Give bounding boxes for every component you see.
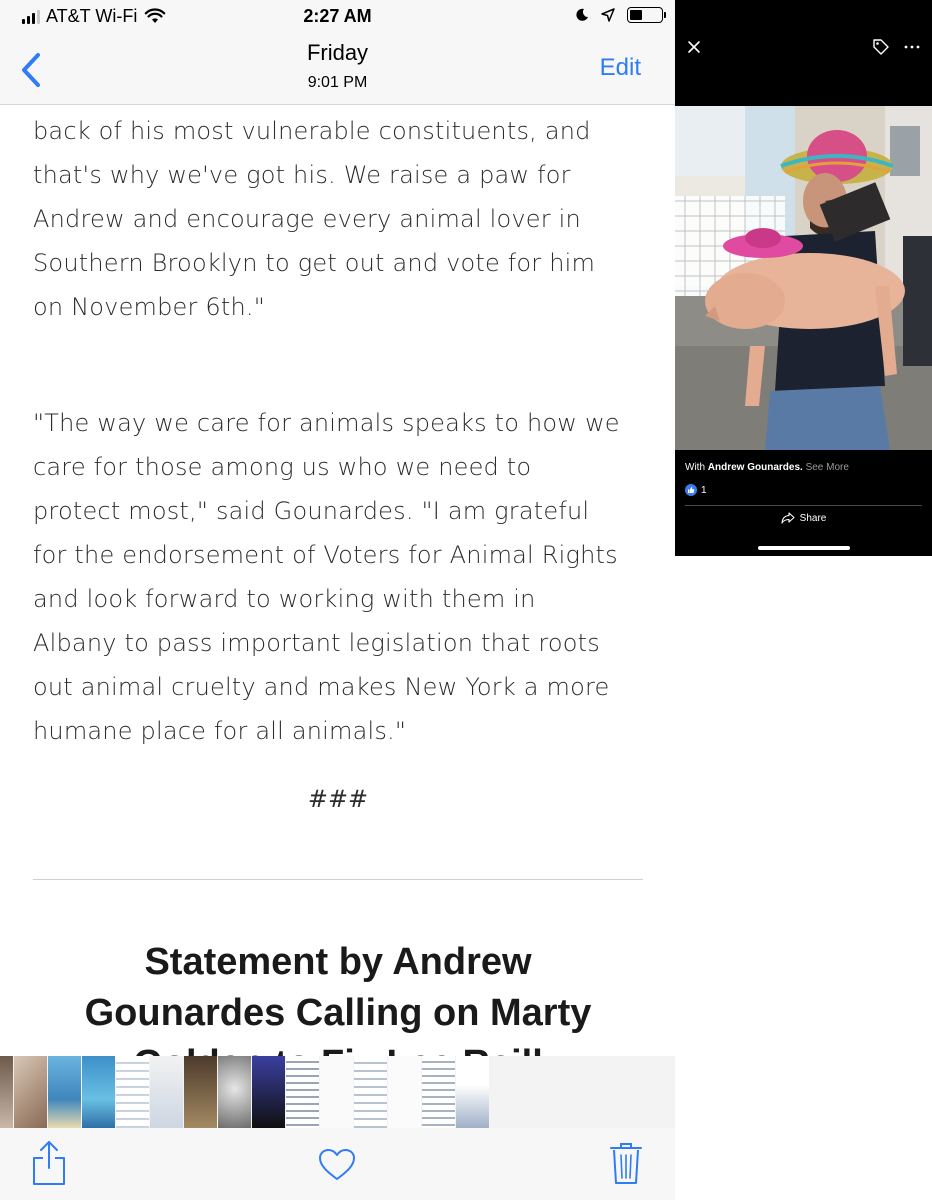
nav-subtitle: 9:01 PM xyxy=(307,74,368,91)
thumbnail[interactable] xyxy=(388,1056,421,1128)
thumbnail-filmstrip[interactable] xyxy=(0,1056,675,1128)
carrier-label: AT&T Wi-Fi xyxy=(46,6,138,26)
share-label: Share xyxy=(799,512,827,524)
thumbnail[interactable] xyxy=(422,1056,455,1128)
tag-icon[interactable] xyxy=(872,38,890,56)
text-line: "The way we care for animals speaks to how we xyxy=(33,409,620,437)
status-bar xyxy=(0,0,675,34)
thumbnail-row xyxy=(0,1056,490,1128)
nav-title: Friday xyxy=(306,40,369,65)
trash-icon[interactable] xyxy=(610,1141,642,1185)
thumbnail[interactable] xyxy=(184,1056,217,1128)
thumbnail[interactable] xyxy=(456,1056,489,1128)
text-line: on November 6th." xyxy=(33,293,265,321)
caption-prefix: With xyxy=(685,462,705,473)
paragraph-2 xyxy=(33,401,648,753)
text-line: that's why we've got his. We raise a paw for xyxy=(33,161,571,189)
photo-caption xyxy=(685,462,849,473)
paragraph-1 xyxy=(33,109,648,329)
section-separator: ### xyxy=(307,785,369,813)
bottom-toolbar xyxy=(0,1128,675,1200)
text-line: Southern Brooklyn to get out and vote for him xyxy=(33,249,596,277)
photo-man-holding-pig[interactable] xyxy=(675,106,932,450)
thumbnail[interactable] xyxy=(116,1056,149,1128)
text-line: protect most," said Gounardes. "I am grateful xyxy=(33,497,590,525)
thumbnail[interactable] xyxy=(0,1056,13,1128)
heading-line: Statement by Andrew xyxy=(144,941,532,983)
thumbnail[interactable] xyxy=(82,1056,115,1128)
thumbnail[interactable] xyxy=(218,1056,251,1128)
heart-icon[interactable] xyxy=(318,1148,356,1182)
article-content xyxy=(33,105,648,1056)
edit-button[interactable]: Edit xyxy=(599,54,641,81)
text-line: care for those among us who we need to xyxy=(33,453,532,481)
status-right xyxy=(575,7,663,23)
thumbnail[interactable] xyxy=(320,1056,353,1128)
text-line: out animal cruelty and makes New York a more xyxy=(33,673,610,701)
thumbnail[interactable] xyxy=(14,1056,47,1128)
text-line: back of his most vulnerable constituents, and xyxy=(33,117,591,145)
nav-bar xyxy=(0,34,675,105)
see-more-link[interactable]: See More xyxy=(805,462,849,473)
like-count: 1 xyxy=(701,484,707,496)
thumbnail[interactable] xyxy=(252,1056,285,1128)
text-line: for the endorsement of Voters for Animal Rights xyxy=(33,541,618,569)
home-indicator xyxy=(758,546,850,550)
moon-icon xyxy=(575,8,589,22)
battery-icon xyxy=(627,7,663,23)
text-line: humane place for all animals." xyxy=(33,717,407,745)
close-icon[interactable] xyxy=(685,38,703,56)
facebook-photo-viewer xyxy=(675,0,932,556)
thumbnail[interactable] xyxy=(150,1056,183,1128)
divider xyxy=(33,879,643,880)
divider xyxy=(685,505,922,506)
thumbnail[interactable] xyxy=(286,1056,319,1128)
thumbnail[interactable] xyxy=(48,1056,81,1128)
share-arrow-icon xyxy=(781,512,795,524)
thumbnail[interactable] xyxy=(354,1056,387,1128)
share-icon[interactable] xyxy=(31,1140,67,1186)
heading-line: Gounardes Calling on Marty xyxy=(84,992,592,1034)
text-line: Albany to pass important legislation that roots xyxy=(33,629,600,657)
share-button[interactable] xyxy=(675,512,932,524)
text-line: and look forward to working with them in xyxy=(33,585,536,613)
like-summary[interactable] xyxy=(685,484,707,496)
text-line: Andrew and encourage every animal lover in xyxy=(33,205,581,233)
status-time: 2:27 AM xyxy=(303,6,372,26)
location-icon xyxy=(601,8,615,22)
more-options-icon[interactable] xyxy=(903,38,921,56)
tagged-name-link[interactable]: Andrew Gounardes. xyxy=(707,462,803,473)
thumbs-up-icon xyxy=(685,484,697,496)
